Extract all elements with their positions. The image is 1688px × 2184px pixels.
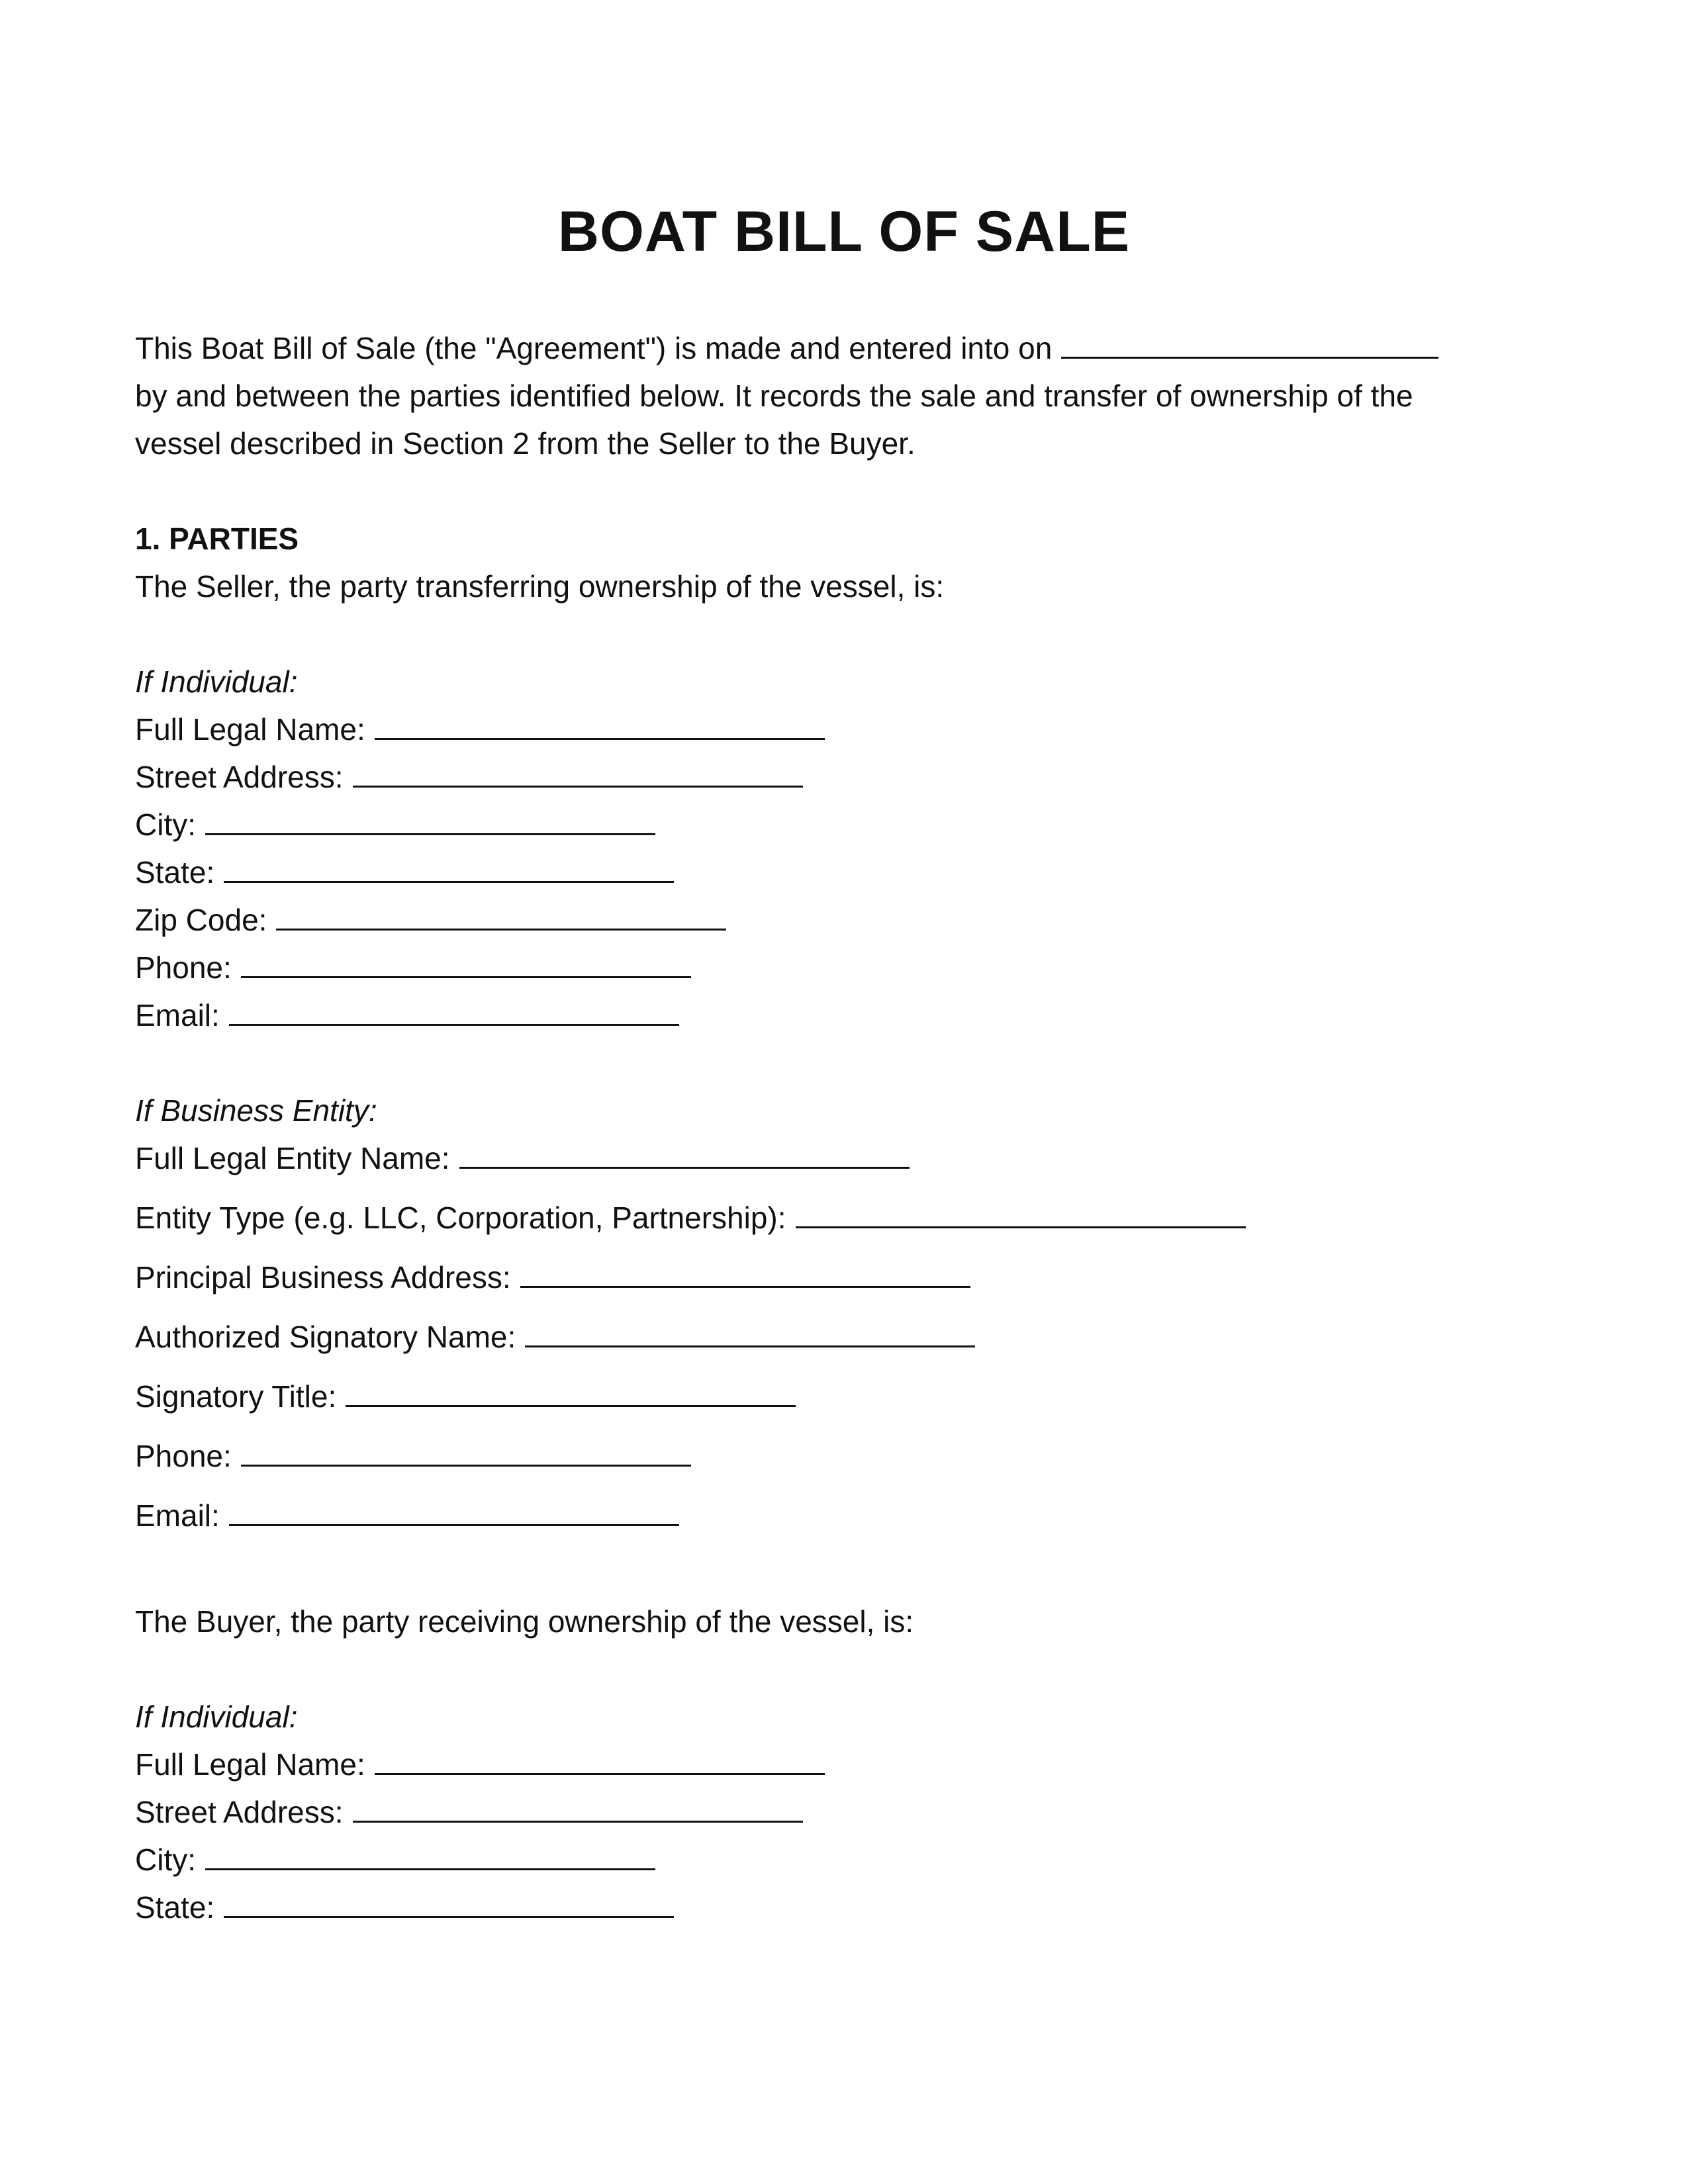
seller-full-legal-name-field[interactable] <box>375 711 825 740</box>
intro-line-1 <box>135 328 1438 368</box>
seller-phone-field[interactable] <box>241 950 691 978</box>
seller-business-address-row <box>135 1257 970 1297</box>
seller-city-field[interactable] <box>205 807 655 835</box>
seller-intro: The Seller, the party transferring ownership of the vessel, is: <box>135 569 945 604</box>
seller-business-label: If Business Entity: <box>135 1093 377 1128</box>
seller-business-email-field[interactable] <box>229 1498 679 1526</box>
buyer-full-legal-name-label: Full Legal Name: <box>135 1747 365 1782</box>
seller-signatory-name-row <box>135 1317 975 1357</box>
seller-zip-code-row <box>135 900 726 940</box>
buyer-state-field[interactable] <box>224 1889 674 1918</box>
seller-street-address-label: Street Address: <box>135 760 344 794</box>
buyer-individual-label: If Individual: <box>135 1700 298 1734</box>
buyer-full-legal-name-field[interactable] <box>375 1747 825 1775</box>
seller-city-row <box>135 805 655 844</box>
seller-entity-type-field[interactable] <box>796 1200 1246 1228</box>
buyer-city-label: City: <box>135 1843 196 1877</box>
seller-state-label: State: <box>135 855 215 889</box>
seller-email-label: Email: <box>135 998 220 1032</box>
seller-phone-row <box>135 948 691 987</box>
seller-phone-label: Phone: <box>135 950 232 985</box>
buyer-city-row <box>135 1840 655 1880</box>
seller-state-row <box>135 852 674 892</box>
seller-business-phone-label: Phone: <box>135 1439 232 1473</box>
seller-street-address-field[interactable] <box>353 759 803 788</box>
buyer-street-address-label: Street Address: <box>135 1795 344 1829</box>
seller-business-email-label: Email: <box>135 1498 220 1533</box>
seller-entity-name-label: Full Legal Entity Name: <box>135 1141 450 1175</box>
seller-business-phone-field[interactable] <box>241 1438 691 1467</box>
section-1-heading: 1. PARTIES <box>135 522 299 556</box>
buyer-intro: The Buyer, the party receiving ownership of the vessel, is: <box>135 1604 914 1639</box>
agreement-date-field[interactable] <box>1061 330 1438 359</box>
seller-signatory-name-label: Authorized Signatory Name: <box>135 1320 516 1354</box>
buyer-state-label: State: <box>135 1890 215 1925</box>
seller-business-address-label: Principal Business Address: <box>135 1260 511 1295</box>
seller-business-phone-row <box>135 1436 691 1476</box>
buyer-street-address-field[interactable] <box>353 1794 803 1823</box>
buyer-city-field[interactable] <box>205 1842 655 1870</box>
seller-signatory-title-row <box>135 1377 796 1416</box>
document-title: BOAT BILL OF SALE <box>557 200 1131 263</box>
seller-zip-code-field[interactable] <box>276 902 726 931</box>
seller-email-field[interactable] <box>229 997 679 1026</box>
buyer-street-address-row <box>135 1792 803 1832</box>
seller-city-label: City: <box>135 807 196 842</box>
intro-text-1: This Boat Bill of Sale (the "Agreement") is made and entered into on <box>135 331 1053 365</box>
seller-signatory-title-label: Signatory Title: <box>135 1379 337 1414</box>
buyer-full-legal-name-row <box>135 1745 825 1784</box>
buyer-state-row <box>135 1888 674 1927</box>
seller-entity-type-row <box>135 1198 1246 1238</box>
seller-state-field[interactable] <box>224 854 674 883</box>
seller-business-email-row <box>135 1496 679 1535</box>
seller-entity-type-label: Entity Type (e.g. LLC, Corporation, Partnership): <box>135 1201 786 1235</box>
seller-signatory-title-field[interactable] <box>346 1379 796 1407</box>
seller-individual-label: If Individual: <box>135 664 298 699</box>
intro-line-2: by and between the parties identified below. It records the sale and transfer of ownership of the <box>135 379 1413 413</box>
seller-zip-code-label: Zip Code: <box>135 903 267 937</box>
seller-entity-name-row <box>135 1138 910 1178</box>
seller-full-legal-name-row <box>135 709 825 749</box>
seller-email-row <box>135 995 679 1035</box>
intro-line-3: vessel described in Section 2 from the Seller to the Buyer. <box>135 426 915 461</box>
seller-full-legal-name-label: Full Legal Name: <box>135 712 365 747</box>
seller-business-address-field[interactable] <box>520 1259 970 1288</box>
seller-entity-name-field[interactable] <box>459 1140 910 1169</box>
seller-street-address-row <box>135 757 803 797</box>
seller-signatory-name-field[interactable] <box>525 1319 975 1347</box>
